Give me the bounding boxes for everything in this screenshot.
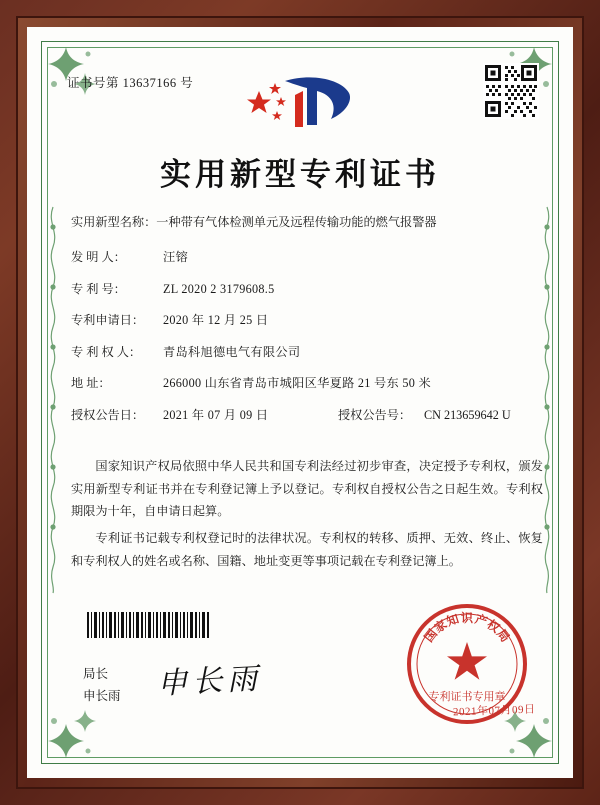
svg-text:识: 识 — [460, 611, 474, 625]
field-label: 专 利 号： — [71, 281, 126, 296]
side-ornament-icon — [43, 197, 63, 597]
svg-text:知: 知 — [444, 611, 461, 629]
field-row — [71, 312, 549, 329]
svg-text:国: 国 — [421, 626, 440, 645]
cnipa-logo-icon — [241, 69, 359, 133]
barcode-icon — [87, 612, 211, 638]
director-name: 申长雨 — [83, 689, 121, 704]
field-label: 专利申请日： — [71, 313, 145, 328]
svg-text:家: 家 — [431, 617, 450, 636]
field-row-authorization — [71, 407, 549, 424]
legal-paragraph-1: 国家知识产权局依照中华人民共和国专利法经过初步审查，决定授予专利权，颁发实用新型专利证书并在专利登记簿上予以登记。专利权自授权公告之日起生效。专利权期限为十年，自申请日起算。 — [71, 459, 543, 519]
field-list — [71, 249, 549, 438]
field-row — [71, 344, 549, 361]
field-value: ZL 2020 2 3179608.5 — [163, 281, 275, 296]
field-value-secondary: CN 213659642 U — [424, 407, 511, 422]
legal-paragraph-2: 专利证书记载专利权登记时的法律状况。专利权的转移、质押、无效、终止、恢复和专利权人的姓名或名称、国籍、地址变更等事项记载在专利登记簿上。 — [71, 531, 543, 568]
page-title: 实用新型专利证书 — [160, 157, 440, 192]
field-value: 青岛科旭德电气有限公司 — [163, 344, 301, 359]
field-label-secondary: 授权公告号： — [338, 407, 412, 422]
field-label: 专 利 权 人： — [71, 344, 142, 359]
director-label: 局长 — [83, 667, 109, 682]
field-row — [71, 249, 549, 266]
handwritten-signature: 申长雨 — [156, 662, 263, 701]
svg-text:专利证书专用章: 专利证书专用章 — [428, 691, 506, 703]
field-label: 授权公告日： — [71, 407, 145, 422]
invention-name: 实用新型名称：一种带有气体检测单元及远程传输功能的燃气报警器 — [71, 215, 437, 229]
field-row — [71, 281, 549, 298]
field-value: 266000 山东省青岛市城阳区华夏路 21 号东 50 米 — [163, 376, 431, 391]
field-value: 2021 年 07 月 09 日 — [163, 407, 269, 422]
certificate-paper — [27, 27, 573, 778]
field-value: 汪镕 — [163, 250, 188, 264]
qr-code-icon — [483, 63, 539, 119]
field-value: 2020 年 12 月 25 日 — [163, 313, 269, 328]
svg-text:权: 权 — [484, 617, 503, 636]
corner-ornament-icon — [44, 703, 102, 761]
svg-text:产: 产 — [473, 611, 490, 629]
seal-date: 2021年07月09日 — [452, 703, 536, 719]
certificate-number: 证书号第 13637166 号 — [67, 76, 194, 90]
field-row — [71, 375, 549, 392]
field-label: 地 址： — [71, 376, 111, 391]
field-label: 发 明 人： — [71, 250, 126, 264]
svg-text:局: 局 — [494, 626, 513, 645]
director-block — [83, 664, 121, 708]
